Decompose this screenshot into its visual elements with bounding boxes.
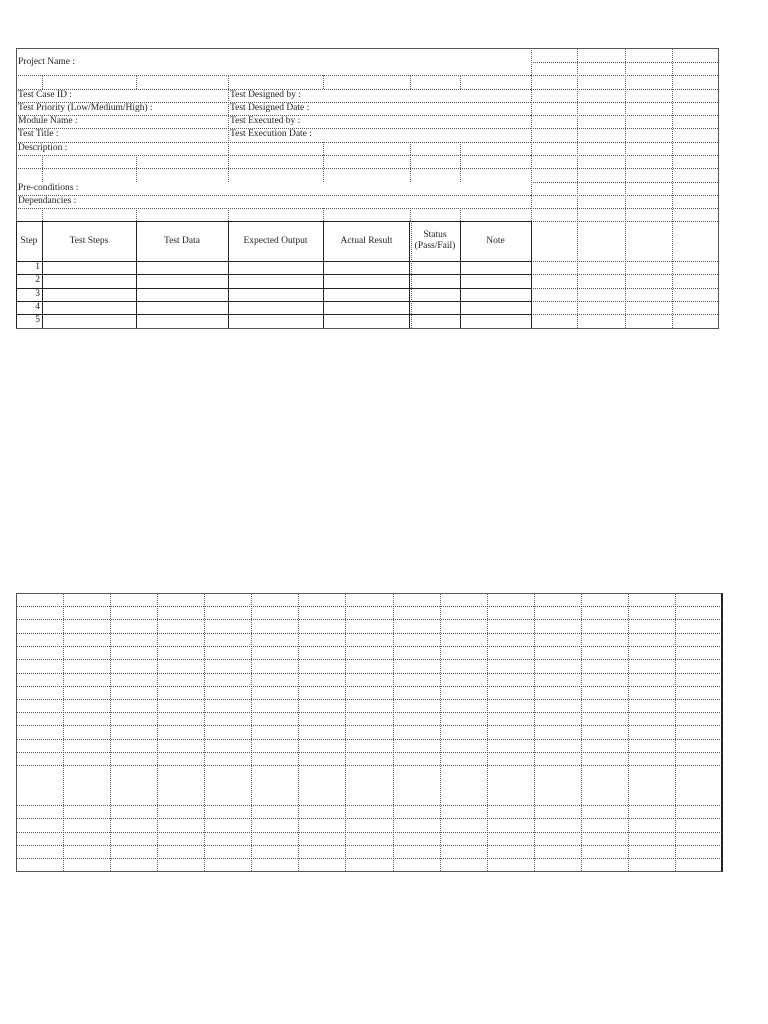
grid-line [63, 593, 64, 871]
expected-output-column-header: Expected Output [243, 235, 308, 246]
grid-line [440, 593, 441, 871]
grid-line [16, 818, 722, 819]
status-column-header [410, 221, 460, 261]
step-row-line [16, 288, 531, 289]
grid-line [298, 593, 299, 871]
grid-line [410, 155, 411, 182]
grid-line [460, 208, 461, 221]
grid-line [675, 593, 676, 871]
grid-line [16, 142, 531, 143]
grid-line [625, 48, 626, 328]
grid-line [16, 633, 722, 634]
step-number: 1 [35, 262, 40, 272]
pre-conditions-label: Pre-conditions : [18, 183, 79, 193]
grid-line [323, 208, 324, 221]
grid-line [16, 155, 531, 156]
test-designed-by-label: Test Designed by : [230, 90, 301, 100]
grid-line [228, 89, 229, 155]
grid-line [42, 155, 43, 182]
grid-line [460, 75, 461, 89]
grid-line [16, 725, 722, 726]
grid-line [460, 142, 461, 155]
grid-line [16, 805, 722, 806]
step-number: 3 [35, 289, 40, 299]
grid-line [323, 75, 324, 89]
step-row-line [16, 274, 531, 275]
grid-line [16, 168, 531, 169]
steps-col-line [531, 221, 532, 328]
note-column-header: Note [486, 235, 505, 246]
step-number: 2 [35, 275, 40, 285]
step-row-line [16, 314, 531, 315]
grid-line [577, 48, 578, 328]
grid-line [393, 593, 394, 871]
blank-grid-border [16, 593, 723, 872]
actual-result-column-header: Actual Result [340, 235, 393, 246]
test-case-form-border [16, 48, 719, 329]
grid-line [410, 75, 411, 89]
grid-line [531, 48, 532, 221]
grid-line [16, 659, 722, 660]
grid-line [323, 142, 324, 155]
project-name-label: Project Name : [18, 57, 75, 67]
grid-line [16, 699, 722, 700]
grid-line [136, 155, 137, 182]
grid-line [16, 752, 722, 753]
status-header-line1: Status [423, 230, 447, 240]
grid-line [16, 208, 531, 209]
grid-line [410, 208, 411, 221]
grid-line [672, 48, 673, 328]
test-case-id-label: Test Case ID : [18, 90, 72, 100]
grid-line [410, 142, 411, 155]
grid-line [42, 208, 43, 221]
grid-line [157, 593, 158, 871]
grid-line [42, 75, 43, 89]
test-case-form [0, 0, 768, 340]
grid-line [323, 155, 324, 182]
step-column-header: Step [20, 235, 38, 246]
grid-line [16, 75, 531, 76]
status-header-line2: (Pass/Fail) [414, 241, 456, 251]
test-execution-date-label: Test Execution Date : [230, 129, 312, 139]
grid-line [228, 208, 229, 221]
grid-line [136, 75, 137, 89]
grid-line [16, 606, 722, 607]
grid-line [16, 673, 722, 674]
grid-line [16, 619, 722, 620]
test-priority-label: Test Priority (Low/Medium/High) : [18, 103, 153, 113]
grid-line [204, 593, 205, 871]
grid-line [16, 765, 722, 766]
grid-line [16, 686, 722, 687]
test-data-column-header: Test Data [163, 235, 200, 246]
grid-line [628, 593, 629, 871]
grid-line [345, 593, 346, 871]
grid-line [534, 593, 535, 871]
grid-line [251, 593, 252, 871]
test-designed-date-label: Test Designed Date : [230, 103, 310, 113]
dependancies-label: Dependancies : [18, 196, 77, 206]
grid-line [16, 845, 722, 846]
grid-line [16, 739, 722, 740]
grid-line [16, 858, 722, 859]
grid-line [228, 75, 229, 89]
step-row-line [16, 301, 531, 302]
step-number: 5 [35, 315, 40, 325]
step-number: 4 [35, 302, 40, 312]
grid-line [110, 593, 111, 871]
grid-line [16, 646, 722, 647]
grid-line [16, 712, 722, 713]
test-title-label: Test Title : [18, 129, 59, 139]
grid-line [136, 208, 137, 221]
description-label: Description : [18, 143, 68, 153]
module-name-label: Module Name : [18, 116, 78, 126]
test-steps-column-header: Test Steps [69, 235, 109, 246]
grid-line [228, 155, 229, 182]
grid-line [581, 593, 582, 871]
grid-line [460, 155, 461, 182]
grid-line [487, 593, 488, 871]
steps-header-bottom [16, 261, 531, 262]
grid-line [16, 832, 722, 833]
grid-line [16, 195, 531, 196]
test-executed-by-label: Test Executed by : [230, 116, 301, 126]
